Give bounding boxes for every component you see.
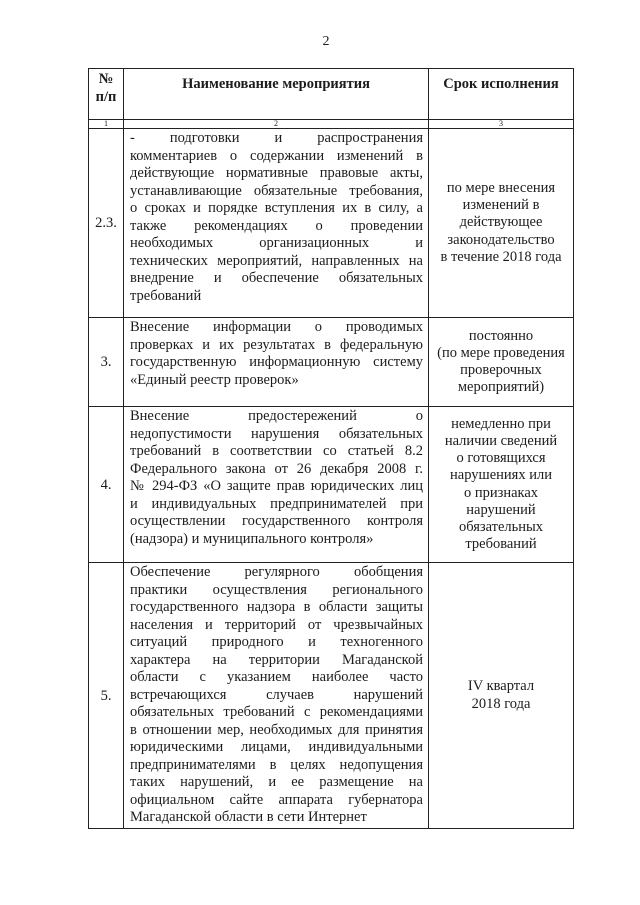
activity-line: недопустимости нарушения обязательных [130, 425, 423, 442]
deadline-line: обязательных [458, 518, 544, 535]
header-number-cell [89, 69, 124, 120]
deadline-line: 2018 года [471, 695, 531, 712]
header-number-line: п/п [95, 89, 117, 105]
activity-line: Магаданской области в сети Интернет [130, 809, 367, 825]
deadline-line: требований [465, 536, 537, 553]
activity-line: Федерального закона от 26 декабря 2008 г. [130, 460, 423, 477]
activity-line: Внесение информации о проводимых [130, 319, 423, 335]
page-number: 2 [322, 34, 330, 49]
column-number: 1 [89, 120, 124, 129]
activity-line: юридическими лицами, индивидуальными [130, 739, 423, 755]
deadline-line: изменений в [462, 197, 540, 214]
header-deadline-label: Срок исполнения [443, 76, 559, 92]
deadline-cell [429, 318, 574, 407]
activity-cell [124, 563, 429, 829]
activity-line: обязательных требований с рекомендациями [130, 704, 423, 720]
deadline-line: нарушениях или [450, 467, 552, 484]
deadline-cell [429, 129, 574, 318]
activity-cell [124, 318, 429, 407]
column-number: 2 [124, 120, 429, 129]
row-number: 3. [89, 318, 124, 407]
header-activity-label: Наименование мероприятия [182, 76, 370, 92]
deadline-line: нарушений [466, 501, 536, 518]
activity-line: государственную информационную систему [130, 354, 423, 370]
row-number: 5. [89, 563, 124, 829]
activities-table [88, 68, 574, 829]
activity-line: о сроках и порядке вступления их в силу, а [130, 200, 423, 216]
deadline-line: (по мере проведения [437, 344, 565, 361]
activity-line: (надзора) и муниципального контроля» [130, 530, 374, 547]
activity-cell [124, 129, 429, 318]
activity-line: таких нарушений, и ее размещение на [130, 774, 423, 790]
table-row [89, 129, 574, 318]
activity-line: требований в соответствии со статьей 8.2 [130, 443, 423, 459]
deadline-cell [429, 407, 574, 563]
table-row [89, 407, 574, 563]
activity-cell [124, 407, 429, 563]
activity-line: устанавливающие обязательные требования, [130, 182, 423, 199]
header-deadline-cell [429, 69, 574, 120]
activity-line: действующие нормативные правовые акты, [130, 165, 423, 181]
deadline-cell [429, 563, 574, 829]
activity-line: и индивидуальных предпринимателей при [130, 495, 423, 512]
activity-line: государственного надзора в области защиты [130, 599, 423, 615]
deadline-line: мероприятий) [457, 379, 545, 396]
activity-line: - подготовки и распространения [130, 130, 423, 146]
activity-line: предпринимателями в целях недопущения [130, 756, 423, 773]
deadline-line: наличии сведений [444, 432, 558, 449]
activity-line: проверках и их результатах в федеральную [130, 336, 423, 353]
activity-line: осуществлении государственного контроля [130, 513, 423, 529]
activity-line: № 294-ФЗ «О защите прав юридических лиц [130, 478, 423, 494]
activity-line: характера на территории Магаданской [130, 651, 423, 668]
activity-line: ситуаций природного и техногенного [130, 634, 423, 650]
deadline-line: постоянно [468, 327, 534, 344]
header-activity-cell [124, 69, 429, 120]
table-row [89, 563, 574, 829]
activity-line: «Единый реестр проверок» [130, 371, 299, 388]
deadline-line: о готовящихся [456, 450, 546, 467]
deadline-line: в течение 2018 года [440, 248, 562, 265]
activity-line: Внесение предостережений о [130, 408, 423, 424]
activity-line: технических мероприятий, направленных на [130, 252, 423, 269]
activity-line: встречающихся случаев нарушений [130, 686, 423, 703]
activity-line: в отношении мер, необходимых для принятия [130, 721, 423, 738]
deadline-line: о признаках [463, 484, 539, 501]
activity-line: Обеспечение регулярного обобщения [130, 564, 423, 580]
activity-line: внедрение и обеспечение обязательных [130, 270, 423, 286]
deadline-line: действующее [459, 214, 543, 231]
deadline-line: IV квартал [467, 678, 535, 695]
table-row [89, 318, 574, 407]
deadline-line: законодательство [447, 231, 555, 248]
deadline-line: немедленно при [451, 415, 551, 432]
deadline-line: по мере внесения [446, 179, 556, 196]
activity-line: официальном сайте аппарата губернатора [130, 791, 423, 808]
activity-line: также рекомендациях о проведении [130, 217, 423, 234]
column-number: 3 [429, 120, 574, 129]
header-number-line: № [98, 71, 114, 87]
activity-line: населения и территорий от чрезвычайных [130, 616, 423, 633]
column-numbers-row [89, 120, 574, 129]
row-number: 4. [89, 407, 124, 563]
activity-line: необходимых организационных и [130, 235, 423, 251]
activity-line: практики осуществления регионального [130, 581, 423, 598]
activity-line: области с указанием наиболее часто [130, 669, 423, 685]
activity-line: требований [130, 287, 202, 304]
table-header-row [89, 69, 574, 120]
row-number: 2.3. [89, 129, 124, 318]
activity-line: комментариев о содержании изменений в [130, 147, 423, 164]
deadline-line: проверочных [460, 362, 542, 378]
